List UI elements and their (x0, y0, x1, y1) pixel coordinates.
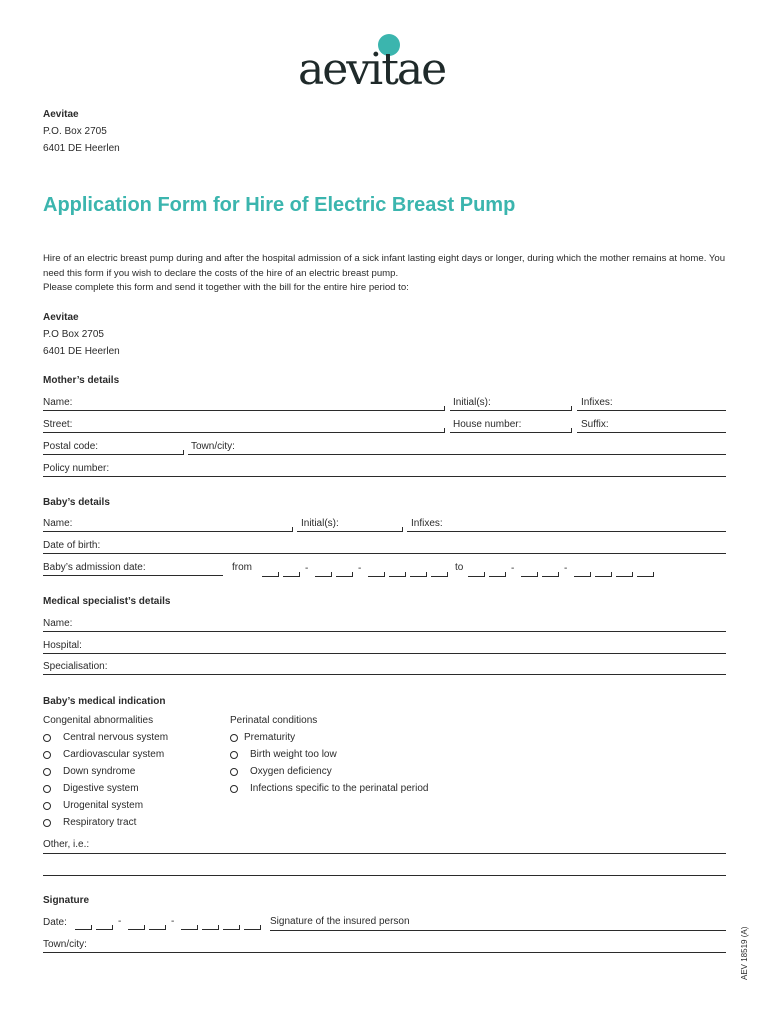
date-digit-slot[interactable] (637, 576, 653, 577)
postal-code-field[interactable] (43, 454, 184, 455)
option-label: Urogenital system (63, 800, 144, 811)
radio-circle-icon[interactable] (230, 734, 238, 742)
address-line-1: P.O. Box 2705 (43, 126, 107, 137)
intro-paragraph-1: Hire of an electric breast pump during and after the hospital admission of a sick infant lasting eight days or longer, during which the mother remains at home. You need this form if you wish to declare the costs of the hire of an electric breast pump. (43, 253, 726, 279)
signature-town-label: Town/city: (43, 939, 87, 950)
radio-circle-icon[interactable] (43, 768, 51, 776)
logo-text: aevitae (298, 44, 446, 95)
baby-infixes-label: Infixes: (411, 518, 443, 529)
admission-date-label: Baby’s admission date: (43, 562, 146, 573)
date-separator: - (118, 916, 122, 927)
date-separator: - (564, 563, 568, 574)
date-digit-slot[interactable] (521, 576, 537, 577)
field-tick (197, 925, 198, 930)
date-digit-slot[interactable] (283, 576, 299, 577)
perinatal-option[interactable] (230, 783, 428, 794)
return-company-name: Aevitae (43, 312, 79, 323)
field-tick (447, 572, 448, 577)
form-title: Application Form for Hire of Electric Breast Pump (43, 194, 516, 216)
date-of-birth-label: Date of birth: (43, 540, 101, 551)
street-field[interactable] (43, 432, 445, 433)
field-tick (405, 572, 406, 577)
town-field[interactable] (188, 454, 726, 455)
date-digit-slot[interactable] (149, 929, 165, 930)
other-label: Other, i.e.: (43, 839, 90, 850)
field-tick (292, 527, 293, 532)
baby-name-field[interactable] (43, 531, 293, 532)
field-tick (299, 572, 300, 577)
date-separator: - (171, 916, 175, 927)
congenital-option[interactable] (43, 749, 164, 760)
date-separator: - (358, 563, 362, 574)
date-digit-slot[interactable] (595, 576, 611, 577)
mother-heading: Mother’s details (43, 375, 120, 386)
return-address-line-2: 6401 DE Heerlen (43, 346, 120, 357)
date-digit-slot[interactable] (468, 576, 484, 577)
option-label: Oxygen deficiency (250, 766, 332, 777)
date-digit-slot[interactable] (336, 576, 352, 577)
field-tick (91, 925, 92, 930)
date-digit-slot[interactable] (315, 576, 331, 577)
date-digit-slot[interactable] (244, 929, 260, 930)
mother-name-field[interactable] (43, 410, 445, 411)
date-digit-slot[interactable] (431, 576, 447, 577)
field-tick (260, 925, 261, 930)
baby-name-label: Name: (43, 518, 73, 529)
other-field[interactable] (43, 853, 726, 854)
perinatal-option[interactable] (230, 749, 337, 760)
other-field-2[interactable] (43, 875, 726, 876)
field-tick (558, 572, 559, 577)
form-code: AEV 18519 (A) (740, 926, 749, 980)
field-tick (384, 572, 385, 577)
date-digit-slot[interactable] (128, 929, 144, 930)
field-tick (571, 428, 572, 433)
field-tick (611, 572, 612, 577)
field-tick (632, 572, 633, 577)
date-digit-slot[interactable] (202, 929, 218, 930)
suffix-label: Suffix: (581, 419, 609, 430)
baby-heading: Baby’s details (43, 497, 110, 508)
date-digit-slot[interactable] (616, 576, 632, 577)
return-address (43, 309, 120, 360)
specialisation-field[interactable] (43, 674, 726, 675)
field-tick (590, 572, 591, 577)
option-label: Respiratory tract (63, 817, 137, 828)
radio-circle-icon[interactable] (230, 768, 238, 776)
house-number-label: House number: (453, 419, 522, 430)
field-tick (239, 925, 240, 930)
signature-date-label: Date: (43, 917, 67, 928)
policy-number-label: Policy number: (43, 463, 110, 474)
date-digit-slot[interactable] (574, 576, 590, 577)
company-name: Aevitae (43, 109, 79, 120)
field-tick (426, 572, 427, 577)
field-tick (183, 450, 184, 455)
signature-town-field[interactable] (43, 952, 726, 953)
aevitae-logo (298, 30, 478, 94)
mother-initials-label: Initial(s): (453, 397, 491, 408)
street-label: Street: (43, 419, 73, 430)
option-label: Infections specific to the perinatal period (250, 783, 429, 794)
insured-signature-label: Signature of the insured person (270, 916, 410, 927)
date-digit-slot[interactable] (181, 929, 197, 930)
date-digit-slot[interactable] (262, 576, 278, 577)
specialist-heading: Medical specialist’s details (43, 596, 171, 607)
specialist-name-field[interactable] (43, 631, 726, 632)
date-digit-slot[interactable] (223, 929, 239, 930)
date-digit-slot[interactable] (389, 576, 405, 577)
indication-heading: Baby’s medical indication (43, 696, 166, 707)
field-tick (484, 572, 485, 577)
insured-signature-field[interactable] (270, 930, 726, 931)
admission-label-line (43, 575, 223, 576)
date-separator: - (511, 563, 515, 574)
field-tick (653, 572, 654, 577)
house-number-field[interactable] (450, 432, 571, 433)
congenital-option[interactable] (43, 817, 136, 828)
return-address-line-1: P.O Box 2705 (43, 329, 104, 340)
radio-circle-icon[interactable] (43, 819, 51, 827)
baby-initials-label: Initial(s): (301, 518, 339, 529)
field-tick (402, 527, 403, 532)
perinatal-option[interactable] (230, 732, 295, 743)
field-tick (352, 572, 353, 577)
policy-number-field[interactable] (43, 476, 726, 477)
option-label: Birth weight too low (250, 749, 337, 760)
field-tick (444, 428, 445, 433)
radio-circle-icon[interactable] (230, 785, 238, 793)
mother-name-label: Name: (43, 397, 73, 408)
date-digit-slot[interactable] (489, 576, 505, 577)
hospital-label: Hospital: (43, 640, 82, 651)
radio-circle-icon[interactable] (43, 734, 51, 742)
option-label: Prematurity (244, 732, 296, 743)
postal-code-label: Postal code: (43, 441, 99, 452)
radio-circle-icon[interactable] (43, 785, 51, 793)
radio-circle-icon[interactable] (230, 751, 238, 759)
mother-initials-field[interactable] (450, 410, 571, 411)
from-label: from (232, 562, 252, 573)
radio-circle-icon[interactable] (43, 751, 51, 759)
town-label: Town/city: (191, 441, 235, 452)
baby-infixes-field[interactable] (407, 531, 726, 532)
mother-infixes-field[interactable] (577, 410, 726, 411)
option-label: Down syndrome (63, 766, 136, 777)
date-digit-slot[interactable] (368, 576, 384, 577)
address-line-2: 6401 DE Heerlen (43, 143, 120, 154)
specialisation-label: Specialisation: (43, 661, 108, 672)
to-label: to (455, 562, 464, 573)
suffix-field[interactable] (577, 432, 726, 433)
date-of-birth-field[interactable] (43, 553, 726, 554)
field-tick (537, 572, 538, 577)
date-separator: - (305, 563, 309, 574)
perinatal-option[interactable] (230, 766, 332, 777)
date-digit-slot[interactable] (410, 576, 426, 577)
perinatal-heading: Perinatal conditions (230, 715, 318, 726)
radio-circle-icon[interactable] (43, 802, 51, 810)
option-label: Central nervous system (63, 732, 169, 743)
field-tick (571, 406, 572, 411)
baby-initials-field[interactable] (297, 531, 402, 532)
header-address (43, 106, 120, 157)
hospital-field[interactable] (43, 653, 726, 654)
intro-text (43, 252, 733, 296)
congenital-option[interactable] (43, 800, 143, 811)
date-digit-slot[interactable] (542, 576, 558, 577)
field-tick (278, 572, 279, 577)
field-tick (165, 925, 166, 930)
congenital-option[interactable] (43, 766, 135, 777)
field-tick (112, 925, 113, 930)
option-label: Cardiovascular system (63, 749, 165, 760)
specialist-name-label: Name: (43, 618, 73, 629)
field-tick (331, 572, 332, 577)
intro-paragraph-2: Please complete this form and send it together with the bill for the entire hire period to: (43, 282, 409, 293)
option-label: Digestive system (63, 783, 139, 794)
mother-infixes-label: Infixes: (581, 397, 613, 408)
date-digit-slot[interactable] (96, 929, 112, 930)
field-tick (444, 406, 445, 411)
field-tick (144, 925, 145, 930)
signature-heading: Signature (43, 895, 90, 906)
congenital-option[interactable] (43, 732, 168, 743)
field-tick (218, 925, 219, 930)
date-digit-slot[interactable] (75, 929, 91, 930)
field-tick (505, 572, 506, 577)
congenital-heading: Congenital abnormalities (43, 715, 154, 726)
congenital-option[interactable] (43, 783, 139, 794)
